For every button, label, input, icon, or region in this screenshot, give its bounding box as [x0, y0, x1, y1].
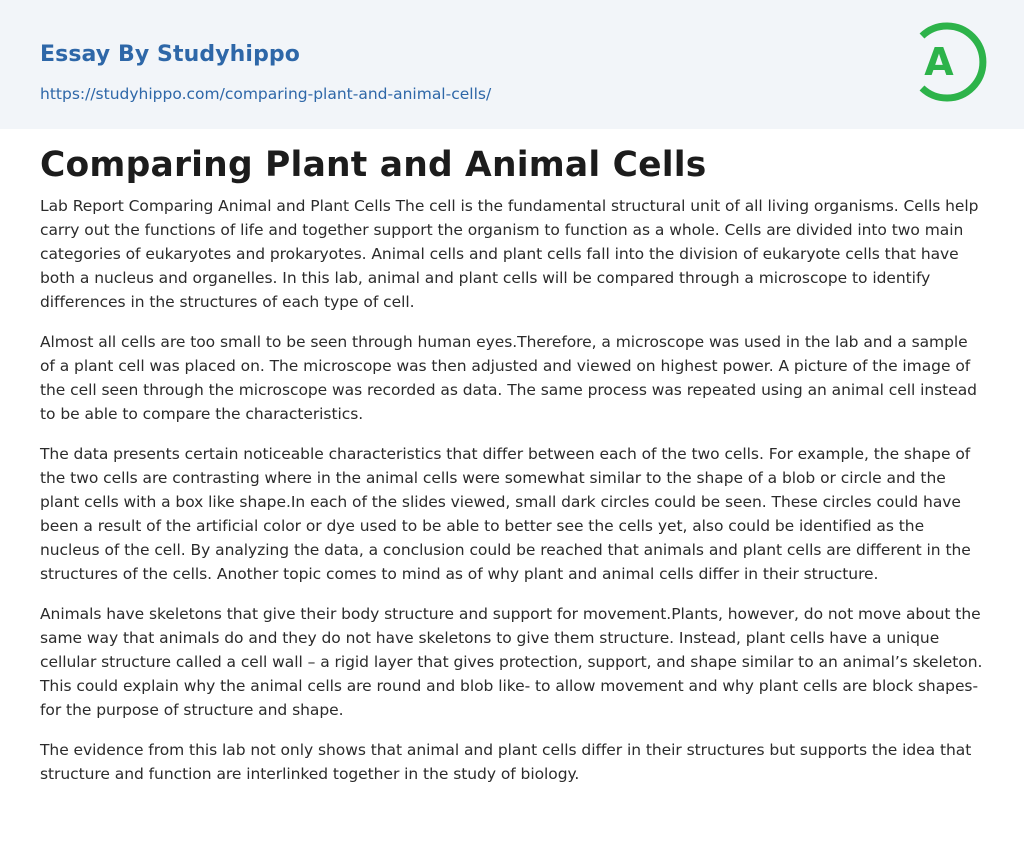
- essay-paragraph: Animals have skeletons that give their body structure and support for movement.Plants, however, do not move about the same way that animals do and they do not have skeletons to give them structure. Instead, plant cells have a unique cellular structure called a cell wall – a rigid layer that gives protection, support, and shape similar to an animal’s skeleton. This could explain why the animal cells are round and blob like- to allow movement and why plant cells are block shapes- for the purpose of structure and shape.: [40, 605, 983, 719]
- studyhippo-logo-icon[interactable]: [908, 18, 988, 106]
- logo-letter: A: [924, 40, 954, 84]
- source-url-link[interactable]: https://studyhippo.com/comparing-plant-and-animal-cells/: [40, 85, 492, 103]
- essay-body: [40, 194, 986, 802]
- essay-paragraph: Lab Report Comparing Animal and Plant Cells The cell is the fundamental structural unit of all living organisms. Cells help carry out the functions of life and together support the organism to function as a whole. Cells are divided into two main categories of eukaryotes and prokaryotes. Animal cells and plant cells fall into the division of eukaryote cells that have both a nucleus and organelles. In this lab, animal and plant cells will be compared through a microscope to identify differences in the structures of each type of cell.: [40, 197, 979, 311]
- site-header: [0, 0, 1024, 129]
- page-title: Comparing Plant and Animal Cells: [40, 145, 707, 185]
- essay-paragraph: The data presents certain noticeable characteristics that differ between each of the two cells. For example, the shape of the two cells are contrasting where in the animal cells were somewhat similar to the shape of a blob or circle and the plant cells with a box like shape.In each of the slides viewed, small dark circles could be seen. These circles could have been a result of the artificial color or dye used to be able to better see the cells yet, also could be identified as the nucleus of the cell. By analyzing the data, a conclusion could be reached that animals and plant cells are different in the structures of the cells. Another topic comes to mind as of why plant and animal cells differ in their structure.: [40, 445, 971, 583]
- essay-paragraph: The evidence from this lab not only shows that animal and plant cells differ in their structures but supports the idea that structure and function are interlinked together in the study of biology.: [40, 741, 972, 783]
- brand-title[interactable]: Essay By Studyhippo: [40, 42, 300, 67]
- essay-paragraph: Almost all cells are too small to be seen through human eyes.Therefore, a microscope was used in the lab and a sample of a plant cell was placed on. The microscope was then adjusted and viewed on highest power. A picture of the image of the cell seen through the microscope was recorded as data. The same process was repeated using an animal cell instead to be able to compare the characteristics.: [40, 333, 977, 423]
